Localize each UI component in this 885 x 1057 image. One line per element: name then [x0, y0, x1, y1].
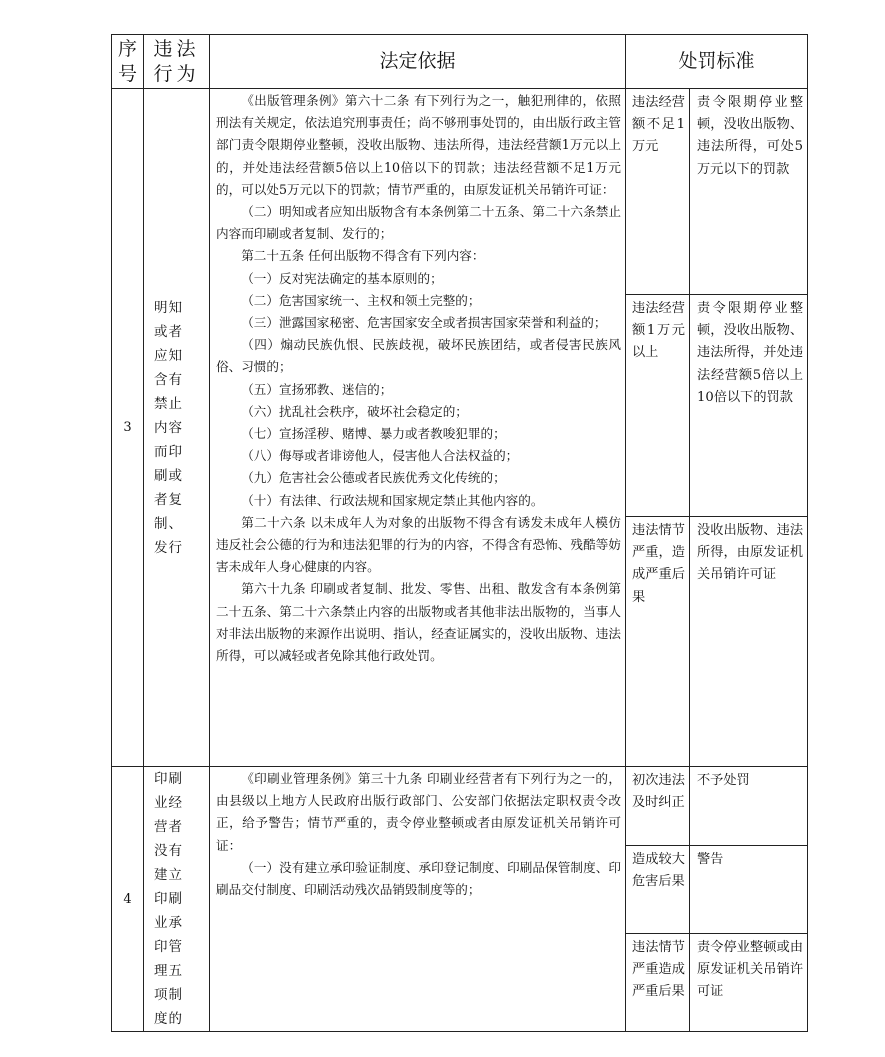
- penalty-table: [111, 34, 808, 1032]
- basis-paragraph: （四）煽动民族仇恨、民族歧视，破坏民族团结，或者侵害民族风俗、习惯的；: [216, 337, 621, 375]
- violation-cell: 明知或者应知含有禁止内容而印刷或者复制、发行: [144, 89, 210, 767]
- basis-paragraph: 第二十五条 任何出版物不得含有下列内容：: [241, 248, 485, 264]
- basis-cell: [210, 89, 626, 767]
- table-row: [112, 767, 808, 846]
- basis-paragraph: （七）宣扬淫秽、赌博、暴力或者教唆犯罪的；: [241, 426, 506, 442]
- header-penalty: 处罚标准: [626, 35, 808, 89]
- basis-paragraph: （九）危害社会公德或者民族优秀文化传统的；: [241, 470, 506, 486]
- table-row: [112, 89, 808, 295]
- basis-paragraph: （五）宣扬邪教、迷信的；: [241, 381, 393, 397]
- basis-paragraph: 第六十九条 印刷或者复制、批发、零售、出租、散发含有本条例第二十五条、第二十六条禁止内容的出版物或者其他非法出版物的，当事人对非法出版物的来源作出说明、指认，经查证属实的，没收出版物、违法所得，可以减轻或者免除其他行政处罚。: [216, 581, 621, 664]
- header-seq: 序号: [112, 35, 144, 89]
- penalty-condition: 违法情节严重，造成严重后果: [626, 517, 690, 767]
- penalty-measure: 责令停业整顿或由原发证机关吊销许可证: [690, 933, 808, 1031]
- penalty-condition: 违法情节严重造成严重后果: [626, 933, 690, 1031]
- penalty-measure: 警告: [690, 846, 808, 934]
- penalty-condition: 违法经营额不足1万元: [626, 89, 690, 295]
- basis-paragraph: （二）明知或者应知出版物含有本条例第二十五条、第二十六条禁止内容而印刷或者复制、发行的；: [216, 204, 621, 242]
- violation-cell: 印刷业经营者没有建立印刷业承印管理五项制度的: [144, 767, 210, 1032]
- basis-paragraph: （六）扰乱社会秩序，破坏社会稳定的；: [241, 403, 468, 419]
- basis-paragraph: （八）侮辱或者诽谤他人，侵害他人合法权益的；: [241, 448, 519, 464]
- basis-paragraph: 第二十六条 以未成年人为对象的出版物不得含有诱发未成年人模仿违反社会公德的行为和违法犯罪的行为的内容，不得含有恐怖、残酷等妨害未成年人身心健康的内容。: [216, 514, 621, 575]
- penalty-measure: 不予处罚: [690, 767, 808, 846]
- basis-paragraph: 《出版管理条例》第六十二条 有下列行为之一，触犯刑律的，依照刑法有关规定，依法追究刑事责任；尚不够刑事处罚的，由出版行政主管部门责令限期停业整顿，没收出版物、违法所得，违法经营额1万元以上的，并处违法经营额5倍以上10倍以下的罚款；违法经营额不足1万元的，可以处5万元以下的罚款；情节严重的，由原发证机关吊销许可证：: [216, 93, 621, 197]
- penalty-measure: 责令限期停业整顿，没收出版物、违法所得，可处5万元以下的罚款: [690, 89, 808, 295]
- basis-paragraph: （十）有法律、行政法规和国家规定禁止其他内容的。: [241, 492, 544, 508]
- row-seq: 4: [112, 767, 144, 1032]
- header-basis: 法定依据: [210, 35, 626, 89]
- penalty-condition: 造成较大危害后果: [626, 846, 690, 934]
- basis-paragraph: （二）危害国家统一、主权和领土完整的；: [241, 292, 481, 308]
- row-seq: 3: [112, 89, 144, 767]
- header-violation: 违法行为: [144, 35, 210, 89]
- penalty-condition: 初次违法及时纠正: [626, 767, 690, 846]
- penalty-measure: 责令限期停业整顿，没收出版物、违法所得，并处违法经营额5倍以上10倍以下的罚款: [690, 295, 808, 517]
- basis-paragraph: 《印刷业管理条例》第三十九条 印刷业经营者有下列行为之一的，由县级以上地方人民政府出版行政部门、公安部门依据法定职权责令改正，给予警告；情节严重的，责令停业整顿或者由原发证机关吊销许可证：: [216, 771, 621, 853]
- basis-paragraph: （一）反对宪法确定的基本原则的；: [241, 270, 443, 286]
- basis-paragraph: （三）泄露国家秘密、危害国家安全或者损害国家荣誉和利益的；: [241, 315, 607, 331]
- penalty-condition: 违法经营额1万元以上: [626, 295, 690, 517]
- basis-paragraph: （一）没有建立承印验证制度、承印登记制度、印刷品保管制度、印刷品交付制度、印刷活动残次品销毁制度等的；: [216, 859, 621, 898]
- penalty-measure: 没收出版物、违法所得，由原发证机关吊销许可证: [690, 517, 808, 767]
- header-row: [112, 35, 808, 89]
- basis-cell: [210, 767, 626, 1032]
